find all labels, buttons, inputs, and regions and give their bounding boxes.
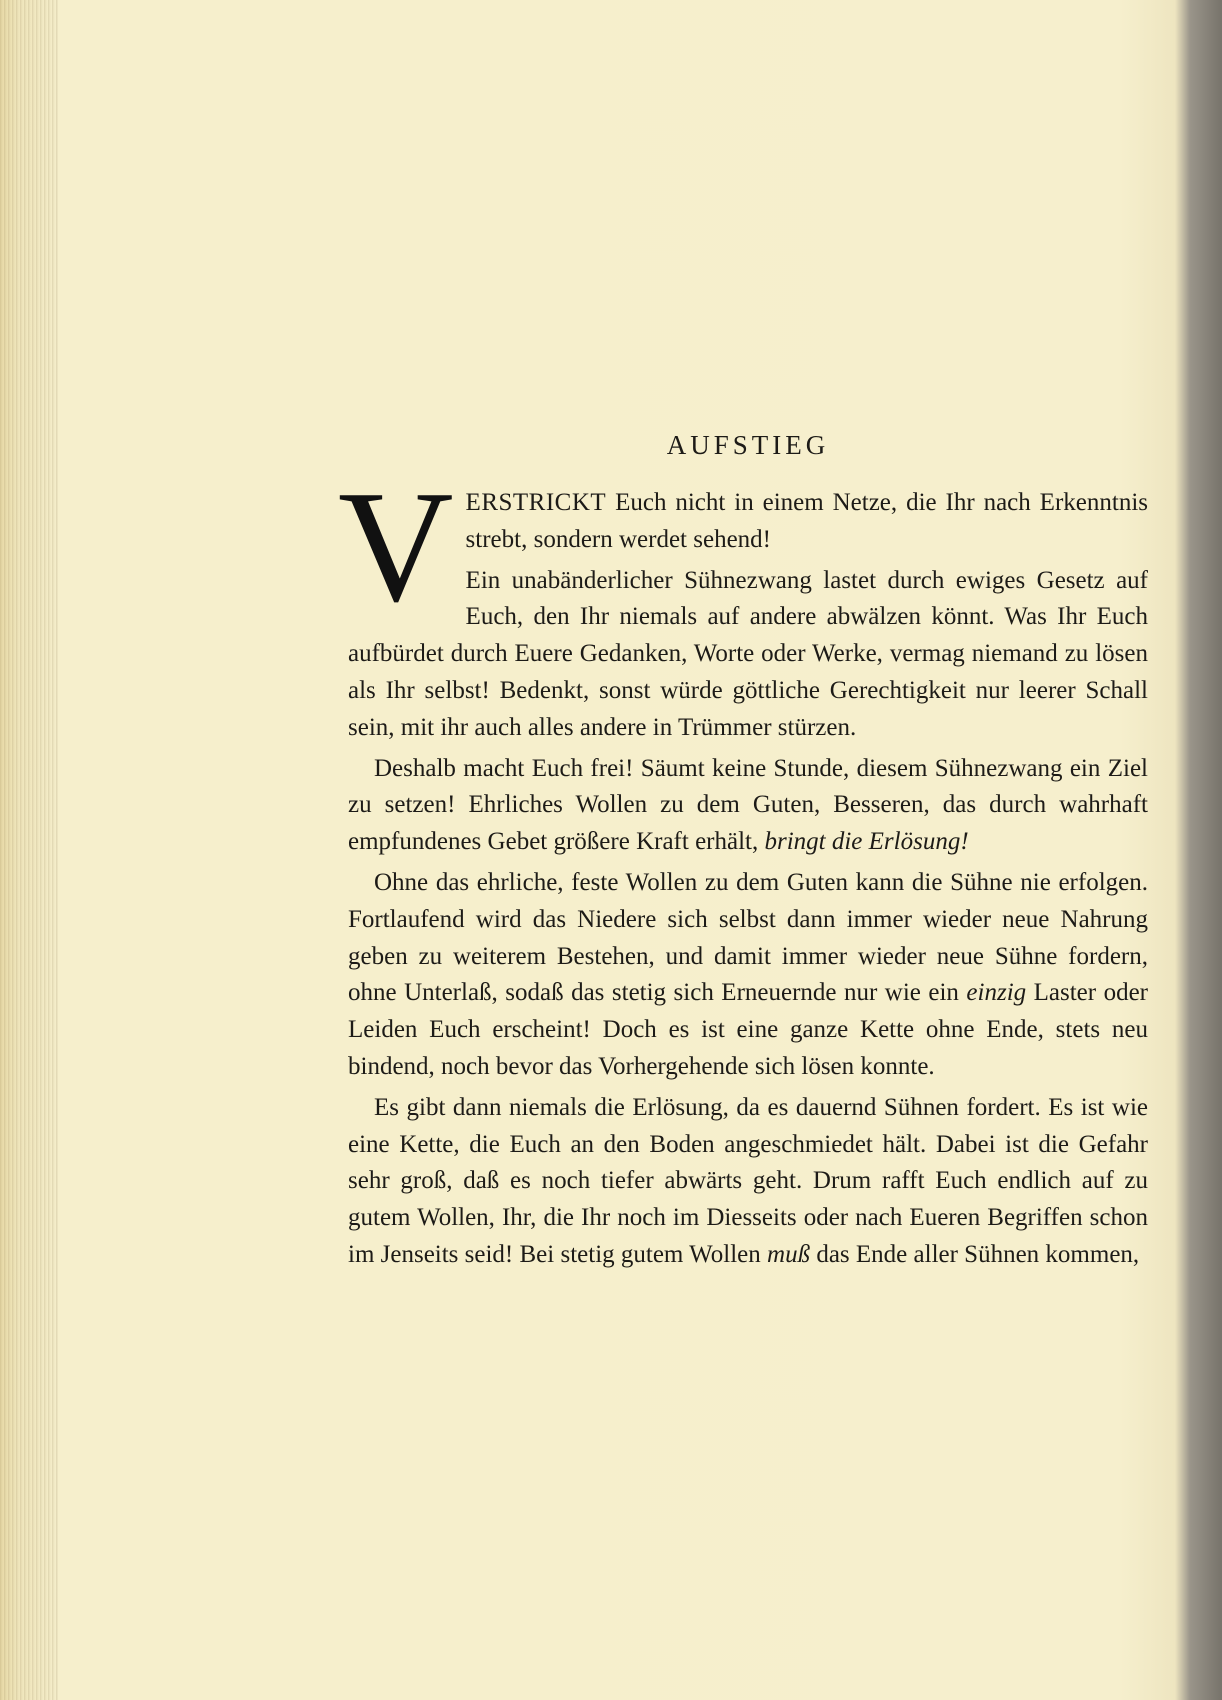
chapter-body [338,430,1148,1274]
paragraph-3-emphasis: bringt die Erlösung! [764,828,969,856]
page-edge-stack [0,0,58,1700]
paragraph-4 [348,865,1148,1086]
paragraph-5 [348,1090,1148,1274]
paragraph-3 [348,751,1148,861]
paragraph-4-text-b: Laster oder Leiden Euch erscheint! Doch es ist eine ganze Kette ohne Ende, stets neu bindend, noch bevor das Vorhergehende sich lösen konnte. [348,979,1148,1080]
lead-word: ERSTRICKT [465,489,607,516]
paragraph-1-text: Euch nicht in einem Netze, die Ihr nach Erkenntnis strebt, sondern werdet sehend! [465,489,1148,553]
paragraph-5-text-b: das Ende aller Sühnen kommen, [810,1240,1140,1268]
drop-cap-initial: V [338,457,454,635]
paragraph-4-text-a: Ohne das ehrliche, feste Wollen zu dem Guten kann die Sühne nie erfolgen. Fortlaufend wird das Niedere sich selbst dann immer wieder neue Nahrung geben zu weiterem Bestehen, und damit immer wieder neue Sühne fordern, ohne Unterlaß, sodaß das stetig sich Erneuernde nur wie ein [348,868,1148,1007]
paragraph-3-text: Deshalb macht Euch frei! Säumt keine Stunde, diesem Sühnezwang ein Ziel zu setzen! Ehrliches Wollen zu dem Guten, Besseren, das durch wahrhaft empfundenes Gebet größere Kraft erhält, [348,754,1148,856]
paragraph-5-text-a: Es gibt dann niemals die Erlösung, da es dauernd Sühnen fordert. Es ist wie eine Kette, die Euch an den Boden angeschmiedet hält. Dabei ist die Gefahr sehr groß, daß es noch tiefer abwärts geht. Drum rafft Euch endlich auf zu gutem Wollen, Ihr, die Ihr noch im Diesseits oder nach Eueren Begriffen schon im Jenseits seid! Bei stetig gutem Wollen [348,1093,1148,1268]
chapter-title: AUFSTIEG [666,430,830,460]
paragraph-2-text: Ein unabänderlicher Sühnezwang lastet durch ewiges Gesetz auf Euch, den Ihr niemals auf andere abwälzen könnt. Was Ihr Euch aufbürdet durch Euere Gedanken, Worte oder Werke, vermag niemand zu lösen als Ihr selbst! Bedenkt, sonst würde göttliche Gerechtigkeit nur leerer Schall sein, mit ihr auch alles andere in Trümmer stürzen. [348,566,1148,741]
paragraph-2 [348,563,1148,747]
paragraph-1 [338,457,1148,635]
paragraph-5-emphasis: muß [767,1240,811,1268]
paragraph-4-emphasis: einzig [966,979,1027,1007]
